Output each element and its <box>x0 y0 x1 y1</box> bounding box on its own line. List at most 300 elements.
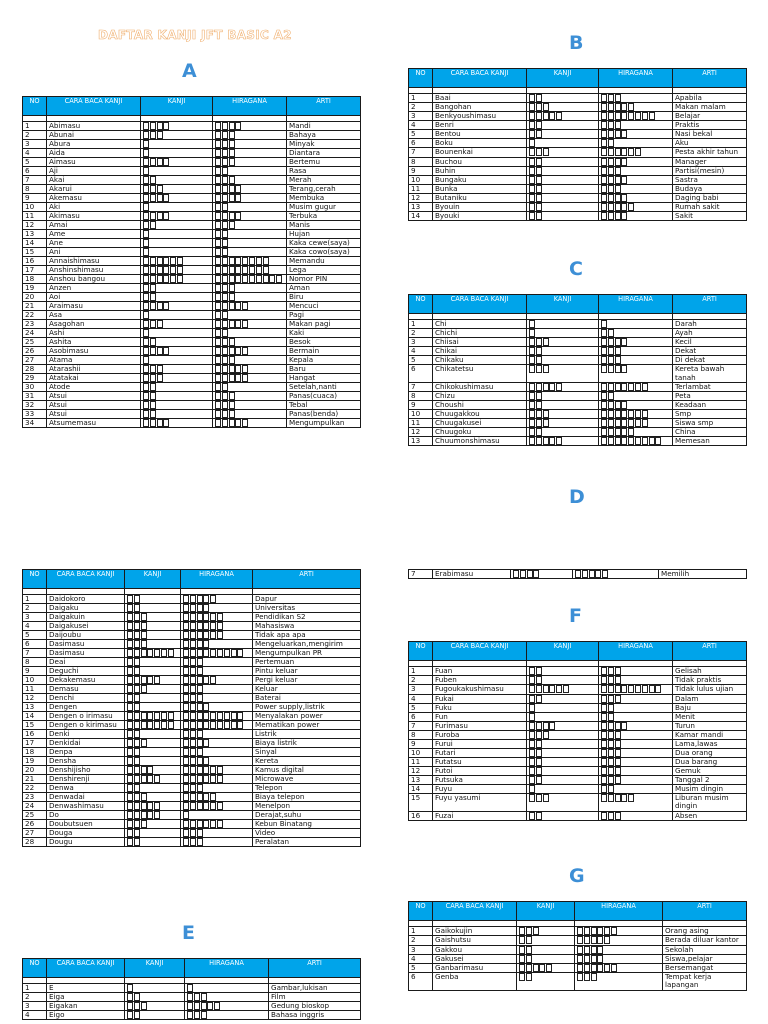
kanji-glyph-placeholders <box>215 248 229 257</box>
kanji-cell <box>141 140 213 149</box>
kanji-cell <box>125 757 181 766</box>
row-number: 4 <box>23 1011 47 1020</box>
row-number: 8 <box>23 658 47 667</box>
hiragana-cell <box>599 428 673 437</box>
column-header: ARTI <box>663 902 747 921</box>
hiragana-cell <box>599 811 673 820</box>
kanji-table-a <box>22 96 361 428</box>
hiragana-cell <box>599 329 673 338</box>
hiragana-cell <box>213 347 287 356</box>
hiragana-cell <box>213 410 287 419</box>
table-row <box>23 1011 361 1020</box>
row-number: 2 <box>23 993 47 1002</box>
table-row <box>23 757 361 766</box>
kanji-glyph-placeholders <box>127 631 147 640</box>
hiragana-cell <box>181 676 253 685</box>
table-row <box>409 383 747 392</box>
kanji-cell <box>141 401 213 410</box>
kanji-cell <box>517 972 575 990</box>
kanji-glyph-placeholders <box>143 185 163 194</box>
meaning-cell: Tanggal 2 <box>673 775 747 784</box>
kanji-glyph-placeholders <box>143 284 157 293</box>
section-letter-c: C <box>569 258 583 280</box>
column-header: NO <box>409 902 433 921</box>
table-row <box>23 158 361 167</box>
kanji-glyph-placeholders <box>577 954 604 963</box>
reading-cell: Atsumemasu <box>47 419 141 428</box>
column-header: CARA BACA KANJI <box>47 959 125 978</box>
table-row <box>409 202 747 211</box>
reading-cell: Ashi <box>47 329 141 338</box>
reading-cell: Aji <box>47 167 141 176</box>
reading-cell: Akimasu <box>47 212 141 221</box>
hiragana-cell <box>181 640 253 649</box>
reading-cell: Ganbarimasu <box>433 963 517 972</box>
kanji-glyph-placeholders <box>519 972 533 981</box>
kanji-glyph-placeholders <box>529 676 543 685</box>
row-number: 23 <box>23 320 47 329</box>
kanji-glyph-placeholders <box>601 392 615 401</box>
kanji-cell <box>125 613 181 622</box>
table-row <box>409 121 747 130</box>
row-number: 9 <box>409 401 433 410</box>
kanji-glyph-placeholders <box>143 131 163 140</box>
row-number: 7 <box>23 176 47 185</box>
hiragana-cell <box>599 685 673 695</box>
table-row <box>23 338 361 347</box>
hiragana-cell <box>599 766 673 775</box>
kanji-cell <box>125 604 181 613</box>
reading-cell: Furoba <box>433 730 527 739</box>
kanji-cell <box>527 784 599 793</box>
reading-cell: Byouki <box>433 211 527 220</box>
table-row <box>23 383 361 392</box>
kanji-cell <box>125 694 181 703</box>
kanji-glyph-placeholders <box>215 302 249 311</box>
reading-cell: Futoi <box>433 766 527 775</box>
table-row <box>409 570 747 579</box>
meaning-cell: Smp <box>673 410 747 419</box>
hiragana-cell <box>599 703 673 712</box>
meaning-cell: Bahaya <box>287 131 361 140</box>
kanji-glyph-placeholders <box>183 649 244 658</box>
kanji-glyph-placeholders <box>601 766 621 775</box>
reading-cell: Douga <box>47 829 125 838</box>
hiragana-cell <box>181 658 253 667</box>
kanji-glyph-placeholders <box>143 374 163 383</box>
kanji-glyph-placeholders <box>183 838 203 847</box>
kanji-glyph-placeholders <box>529 347 543 356</box>
table-row <box>23 167 361 176</box>
meaning-cell: Pendidikan S2 <box>253 613 361 622</box>
kanji-glyph-placeholders <box>601 676 621 685</box>
reading-cell: Chuugakkou <box>433 410 527 419</box>
column-header: KANJI <box>527 295 599 314</box>
row-number: 6 <box>23 167 47 176</box>
kanji-glyph-placeholders <box>143 158 170 167</box>
reading-cell: Denki <box>47 730 125 739</box>
kanji-glyph-placeholders <box>143 212 170 221</box>
reading-cell: Fuan <box>433 667 527 676</box>
meaning-cell: Biaya telepon <box>253 793 361 802</box>
kanji-cell <box>527 694 599 703</box>
kanji-glyph-placeholders <box>143 293 157 302</box>
row-number: 7 <box>409 570 433 579</box>
kanji-cell <box>527 329 599 338</box>
row-number: 9 <box>409 739 433 748</box>
row-number: 4 <box>409 694 433 703</box>
row-number: 13 <box>409 437 433 446</box>
table-row <box>23 829 361 838</box>
row-number: 8 <box>409 392 433 401</box>
row-number: 4 <box>409 121 433 130</box>
kanji-glyph-placeholders <box>601 356 621 365</box>
kanji-glyph-placeholders <box>127 838 141 847</box>
reading-cell: Atsui <box>47 392 141 401</box>
reading-cell: Gaikokujin <box>433 927 517 936</box>
table-row <box>409 166 747 175</box>
meaning-cell: Praktis <box>673 121 747 130</box>
row-number: 3 <box>23 140 47 149</box>
table-row <box>23 221 361 230</box>
table-row <box>23 622 361 631</box>
kanji-glyph-placeholders <box>143 149 150 158</box>
row-number: 3 <box>23 1002 47 1011</box>
reading-cell: Amai <box>47 221 141 230</box>
kanji-glyph-placeholders <box>601 320 608 329</box>
table-row <box>409 963 747 972</box>
meaning-cell: Aku <box>673 139 747 148</box>
reading-cell: Dasimasu <box>47 640 125 649</box>
row-number: 11 <box>23 212 47 221</box>
meaning-cell: Siswa,pelajar <box>663 954 747 963</box>
row-number: 1 <box>23 122 47 131</box>
column-header: NO <box>23 959 47 978</box>
table-row <box>409 685 747 695</box>
meaning-cell: Liburan musim dingin <box>673 793 747 811</box>
meaning-cell: Gedung bioskop <box>269 1002 361 1011</box>
hiragana-cell <box>213 311 287 320</box>
kanji-glyph-placeholders <box>143 194 170 203</box>
kanji-cell <box>141 185 213 194</box>
table-row <box>23 374 361 383</box>
table-row <box>23 640 361 649</box>
reading-cell: Annaishimasu <box>47 257 141 266</box>
kanji-glyph-placeholders <box>143 338 157 347</box>
hiragana-cell <box>181 613 253 622</box>
meaning-cell: Peralatan <box>253 838 361 847</box>
kanji-cell <box>125 649 181 658</box>
hiragana-cell <box>599 175 673 184</box>
kanji-cell <box>527 721 599 730</box>
table-row <box>23 203 361 212</box>
row-number: 7 <box>409 148 433 158</box>
kanji-glyph-placeholders <box>529 793 549 802</box>
kanji-cell <box>141 419 213 428</box>
row-number: 19 <box>23 284 47 293</box>
kanji-cell <box>527 347 599 356</box>
kanji-glyph-placeholders <box>127 748 141 757</box>
kanji-glyph-placeholders <box>143 230 150 239</box>
kanji-glyph-placeholders <box>601 347 621 356</box>
row-number: 11 <box>23 685 47 694</box>
reading-cell: Denshirenji <box>47 775 125 784</box>
reading-cell: Atsui <box>47 410 141 419</box>
reading-cell: Anzen <box>47 284 141 293</box>
kanji-glyph-placeholders <box>215 320 249 329</box>
table-row <box>23 613 361 622</box>
kanji-table-c <box>408 294 747 446</box>
kanji-cell <box>141 347 213 356</box>
kanji-glyph-placeholders <box>529 157 543 166</box>
kanji-glyph-placeholders <box>529 775 543 784</box>
meaning-cell: Tidak lulus ujian <box>673 685 747 695</box>
reading-cell: Atama <box>47 356 141 365</box>
reading-cell: Ame <box>47 230 141 239</box>
kanji-cell <box>141 167 213 176</box>
column-header: KANJI <box>125 959 185 978</box>
reading-cell: Araimasu <box>47 302 141 311</box>
reading-cell: Densha <box>47 757 125 766</box>
reading-cell: Deai <box>47 658 125 667</box>
table-row <box>23 712 361 721</box>
kanji-cell <box>125 595 181 604</box>
column-header: CARA BACA KANJI <box>47 97 141 116</box>
table-row <box>409 193 747 202</box>
table-row <box>23 392 361 401</box>
hiragana-cell <box>213 419 287 428</box>
meaning-cell: Membuka <box>287 194 361 203</box>
table-row <box>23 685 361 694</box>
meaning-cell: Kereta <box>253 757 361 766</box>
kanji-cell <box>125 766 181 775</box>
table-row <box>409 811 747 820</box>
hiragana-cell <box>213 383 287 392</box>
kanji-glyph-placeholders <box>215 392 235 401</box>
table-row <box>409 739 747 748</box>
reading-cell: Dengen <box>47 703 125 712</box>
reading-cell: Akemasu <box>47 194 141 203</box>
kanji-cell <box>527 685 599 695</box>
kanji-glyph-placeholders <box>601 757 621 766</box>
kanji-glyph-placeholders <box>601 365 628 374</box>
row-number: 12 <box>409 766 433 775</box>
table-row <box>23 676 361 685</box>
reading-cell: Genba <box>433 972 517 990</box>
hiragana-cell <box>599 730 673 739</box>
kanji-glyph-placeholders <box>529 721 556 730</box>
reading-cell: Daigakuin <box>47 613 125 622</box>
reading-cell: Atode <box>47 383 141 392</box>
row-number: 23 <box>23 793 47 802</box>
kanji-cell <box>125 838 181 847</box>
kanji-glyph-placeholders <box>529 392 543 401</box>
kanji-glyph-placeholders <box>529 356 543 365</box>
row-number: 31 <box>23 392 47 401</box>
meaning-cell: Baru <box>287 365 361 374</box>
hiragana-cell <box>599 103 673 112</box>
kanji-glyph-placeholders <box>519 963 553 972</box>
hiragana-cell <box>181 838 253 847</box>
meaning-cell: Dapur <box>253 595 361 604</box>
hiragana-cell <box>599 721 673 730</box>
table-row <box>409 793 747 811</box>
kanji-cell <box>125 793 181 802</box>
hiragana-cell <box>181 703 253 712</box>
table-row <box>23 721 361 730</box>
kanji-glyph-placeholders <box>143 122 170 131</box>
kanji-glyph-placeholders <box>127 613 147 622</box>
meaning-cell: Rumah sakit <box>673 202 747 211</box>
kanji-cell <box>125 703 181 712</box>
table-row <box>23 284 361 293</box>
kanji-glyph-placeholders <box>601 730 621 739</box>
kanji-glyph-placeholders <box>143 167 150 176</box>
row-number: 18 <box>23 748 47 757</box>
kanji-glyph-placeholders <box>127 757 141 766</box>
reading-cell: Chizu <box>433 392 527 401</box>
kanji-glyph-placeholders <box>127 766 154 775</box>
hiragana-cell <box>575 927 663 936</box>
reading-cell: Choushi <box>433 401 527 410</box>
table-row <box>23 131 361 140</box>
kanji-glyph-placeholders <box>601 338 628 347</box>
kanji-glyph-placeholders <box>601 329 615 338</box>
hiragana-cell <box>213 158 287 167</box>
reading-cell: Bungaku <box>433 175 527 184</box>
table-row <box>409 748 747 757</box>
table-row <box>23 811 361 820</box>
reading-cell: Fun <box>433 712 527 721</box>
kanji-glyph-placeholders <box>601 437 662 446</box>
reading-cell: Bentou <box>433 130 527 139</box>
kanji-cell <box>141 248 213 257</box>
row-number: 2 <box>23 131 47 140</box>
table-row <box>23 658 361 667</box>
reading-cell: Chuumonshimasu <box>433 437 527 446</box>
hiragana-cell <box>181 712 253 721</box>
kanji-cell <box>141 311 213 320</box>
table-row <box>23 212 361 221</box>
table-row <box>23 766 361 775</box>
meaning-cell: Siswa smp <box>673 419 747 428</box>
meaning-cell: Menelpon <box>253 802 361 811</box>
kanji-glyph-placeholders <box>127 703 141 712</box>
section-letter-f: F <box>569 605 582 627</box>
kanji-cell <box>527 121 599 130</box>
reading-cell: Buhin <box>433 166 527 175</box>
kanji-glyph-placeholders <box>529 410 549 419</box>
table-header-row <box>409 642 747 661</box>
kanji-glyph-placeholders <box>127 721 175 730</box>
reading-cell: Denwa <box>47 784 125 793</box>
reading-cell: Furui <box>433 739 527 748</box>
kanji-glyph-placeholders <box>183 820 224 829</box>
row-number: 1 <box>23 984 47 993</box>
meaning-cell: Menit <box>673 712 747 721</box>
row-number: 14 <box>23 712 47 721</box>
reading-cell: Atatakai <box>47 374 141 383</box>
reading-cell: Byouin <box>433 202 527 211</box>
row-number: 9 <box>23 194 47 203</box>
kanji-glyph-placeholders <box>183 802 224 811</box>
kanji-glyph-placeholders <box>577 963 618 972</box>
kanji-table-e <box>22 958 361 1020</box>
row-number: 1 <box>409 94 433 103</box>
meaning-cell: Memilih <box>659 570 747 579</box>
kanji-cell <box>527 703 599 712</box>
kanji-cell <box>125 993 185 1002</box>
kanji-glyph-placeholders <box>127 1002 147 1011</box>
table-row <box>23 784 361 793</box>
meaning-cell: Keluar <box>253 685 361 694</box>
kanji-cell <box>141 131 213 140</box>
section-letter-g: G <box>569 865 585 887</box>
hiragana-cell <box>599 757 673 766</box>
table-row <box>409 392 747 401</box>
hiragana-cell <box>213 212 287 221</box>
kanji-glyph-placeholders <box>215 230 229 239</box>
kanji-glyph-placeholders <box>143 356 150 365</box>
hiragana-cell <box>181 793 253 802</box>
table-row <box>409 936 747 946</box>
meaning-cell: Dua orang <box>673 748 747 757</box>
kanji-glyph-placeholders <box>215 131 235 140</box>
meaning-cell: Absen <box>673 811 747 820</box>
hiragana-cell <box>213 248 287 257</box>
reading-cell: Chikai <box>433 347 527 356</box>
kanji-cell <box>527 712 599 721</box>
kanji-glyph-placeholders <box>127 622 147 631</box>
meaning-cell: Diantara <box>287 149 361 158</box>
kanji-cell <box>125 748 181 757</box>
row-number: 25 <box>23 811 47 820</box>
hiragana-cell <box>599 437 673 446</box>
hiragana-cell <box>185 993 269 1002</box>
kanji-glyph-placeholders <box>529 401 543 410</box>
kanji-cell <box>141 176 213 185</box>
meaning-cell: Makan pagi <box>287 320 361 329</box>
meaning-cell: Kaki <box>287 329 361 338</box>
kanji-cell <box>527 184 599 193</box>
kanji-glyph-placeholders <box>601 793 635 802</box>
table-row <box>409 130 747 139</box>
kanji-cell <box>141 365 213 374</box>
kanji-glyph-placeholders <box>529 103 549 112</box>
kanji-cell <box>141 221 213 230</box>
kanji-glyph-placeholders <box>183 766 224 775</box>
hiragana-cell <box>185 1011 269 1020</box>
kanji-glyph-placeholders <box>577 972 597 981</box>
row-number: 30 <box>23 383 47 392</box>
kanji-glyph-placeholders <box>529 766 543 775</box>
column-header: ARTI <box>253 570 361 589</box>
column-header: CARA BACA KANJI <box>433 902 517 921</box>
reading-cell: Atarashii <box>47 365 141 374</box>
table-row <box>409 365 747 383</box>
table-row <box>23 275 361 284</box>
table-row <box>409 954 747 963</box>
reading-cell: Asa <box>47 311 141 320</box>
table-row <box>409 721 747 730</box>
kanji-cell <box>527 793 599 811</box>
meaning-cell: Kepala <box>287 356 361 365</box>
table-row <box>409 972 747 990</box>
meaning-cell: Microwave <box>253 775 361 784</box>
meaning-cell: Tidak apa apa <box>253 631 361 640</box>
hiragana-cell <box>181 766 253 775</box>
kanji-cell <box>527 175 599 184</box>
